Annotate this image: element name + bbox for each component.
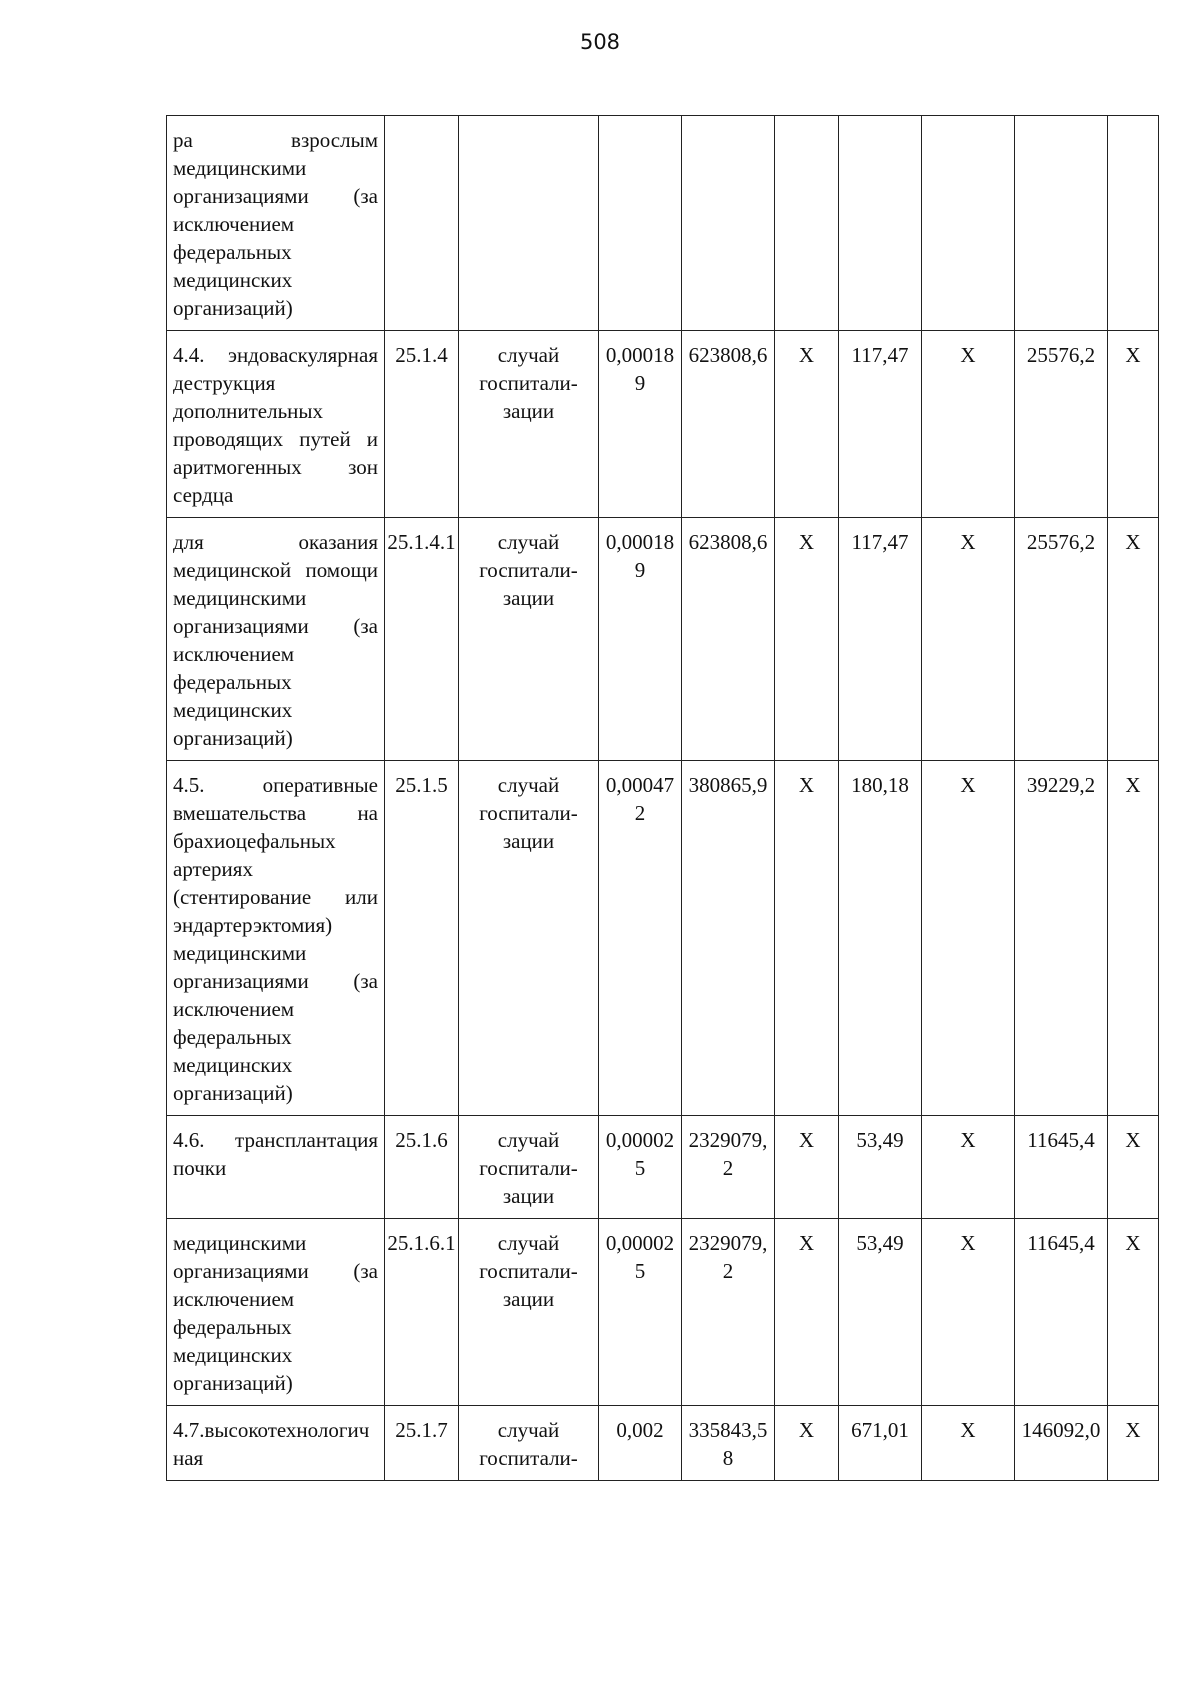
row-unit-cell: случай госпитали-зации (459, 331, 599, 518)
row-x-mark-cell: Х (775, 1116, 839, 1219)
row-total-cell (1015, 116, 1108, 331)
row-x-mark-cell: Х (922, 1116, 1015, 1219)
row-unit-cell: случай госпитали-зации (459, 1116, 599, 1219)
table-row (167, 761, 1159, 1116)
table-row (167, 1116, 1159, 1219)
row-code-cell: 25.1.6.1 (385, 1219, 459, 1406)
row-norm-value-cell: 0,000189 (599, 331, 682, 518)
row-x-mark-cell: Х (775, 1219, 839, 1406)
row-per-capita-cell: 180,18 (839, 761, 922, 1116)
row-per-capita-cell: 53,49 (839, 1219, 922, 1406)
row-x-mark-cell: Х (922, 1219, 1015, 1406)
row-total-cell: 146092,0 (1015, 1406, 1108, 1481)
row-unit-cell: случай госпитали-зации (459, 761, 599, 1116)
row-x-mark-cell: Х (922, 1406, 1015, 1481)
row-norm-value-cell: 0,000025 (599, 1116, 682, 1219)
row-x-mark-cell: Х (1108, 1116, 1159, 1219)
row-name-cell: 4.4. эндоваскулярная деструкция дополнительных проводящих путей и аритмогенных зон сердца (167, 331, 385, 518)
row-cost-value-cell: 2329079,2 (682, 1116, 775, 1219)
row-x-mark-cell: Х (1108, 331, 1159, 518)
row-name-cell: 4.7.высокотехнологичная (167, 1406, 385, 1481)
row-norm-value-cell: 0,000189 (599, 518, 682, 761)
table-row (167, 116, 1159, 331)
row-total-cell: 11645,4 (1015, 1219, 1108, 1406)
page-number: 508 (579, 30, 621, 54)
row-code-cell (385, 116, 459, 331)
row-total-cell: 39229,2 (1015, 761, 1108, 1116)
row-cost-value-cell: 380865,9 (682, 761, 775, 1116)
row-x-mark-cell: Х (775, 761, 839, 1116)
row-name-cell: для оказания медицинской помощи медицинскими организациями (за исключением федеральных медицинских организаций) (167, 518, 385, 761)
row-x-mark-cell (922, 116, 1015, 331)
row-cost-value-cell: 335843,58 (682, 1406, 775, 1481)
row-x-mark-cell: Х (922, 761, 1015, 1116)
row-cost-value-cell (682, 116, 775, 331)
row-x-mark-cell: Х (775, 1406, 839, 1481)
row-name-cell: медицинскими организациями (за исключением федеральных медицинских организаций) (167, 1219, 385, 1406)
row-code-cell: 25.1.6 (385, 1116, 459, 1219)
row-per-capita-cell (839, 116, 922, 331)
row-norm-value-cell: 0,000472 (599, 761, 682, 1116)
row-x-mark-cell: Х (1108, 518, 1159, 761)
row-per-capita-cell: 117,47 (839, 331, 922, 518)
row-x-mark-cell: Х (775, 331, 839, 518)
row-code-cell: 25.1.4.1 (385, 518, 459, 761)
row-total-cell: 25576,2 (1015, 518, 1108, 761)
row-per-capita-cell: 117,47 (839, 518, 922, 761)
row-unit-cell: случай госпитали- (459, 1406, 599, 1481)
row-norm-value-cell: 0,002 (599, 1406, 682, 1481)
table-row (167, 1219, 1159, 1406)
row-cost-value-cell: 623808,6 (682, 518, 775, 761)
row-x-mark-cell: Х (922, 331, 1015, 518)
row-norm-value-cell: 0,000025 (599, 1219, 682, 1406)
tariff-table (166, 115, 1159, 1481)
row-per-capita-cell: 671,01 (839, 1406, 922, 1481)
row-norm-value-cell (599, 116, 682, 331)
row-x-mark-cell: Х (922, 518, 1015, 761)
row-x-mark-cell: Х (775, 518, 839, 761)
row-total-cell: 11645,4 (1015, 1116, 1108, 1219)
row-x-mark-cell: Х (1108, 1406, 1159, 1481)
row-x-mark-cell (1108, 116, 1159, 331)
row-name-cell: 4.5. оперативные вмешательства на брахиоцефальных артериях (стентирование или эндартерэктомия) медицинскими организациями (за исключением федеральных медицинских организаций) (167, 761, 385, 1116)
row-code-cell: 25.1.5 (385, 761, 459, 1116)
table-body (167, 116, 1159, 1481)
row-total-cell: 25576,2 (1015, 331, 1108, 518)
table-row (167, 1406, 1159, 1481)
row-unit-cell (459, 116, 599, 331)
row-name-cell: 4.6. трансплантация почки (167, 1116, 385, 1219)
row-name-cell: ра взрослым медицинскими организациями (за исключением федеральных медицинских организаций) (167, 116, 385, 331)
row-code-cell: 25.1.7 (385, 1406, 459, 1481)
row-unit-cell: случай госпитали-зации (459, 1219, 599, 1406)
row-cost-value-cell: 623808,6 (682, 331, 775, 518)
row-unit-cell: случай госпитали-зации (459, 518, 599, 761)
row-cost-value-cell: 2329079,2 (682, 1219, 775, 1406)
table-row (167, 518, 1159, 761)
row-x-mark-cell (775, 116, 839, 331)
row-x-mark-cell: Х (1108, 761, 1159, 1116)
row-code-cell: 25.1.4 (385, 331, 459, 518)
row-x-mark-cell: Х (1108, 1219, 1159, 1406)
table-row (167, 331, 1159, 518)
row-per-capita-cell: 53,49 (839, 1116, 922, 1219)
